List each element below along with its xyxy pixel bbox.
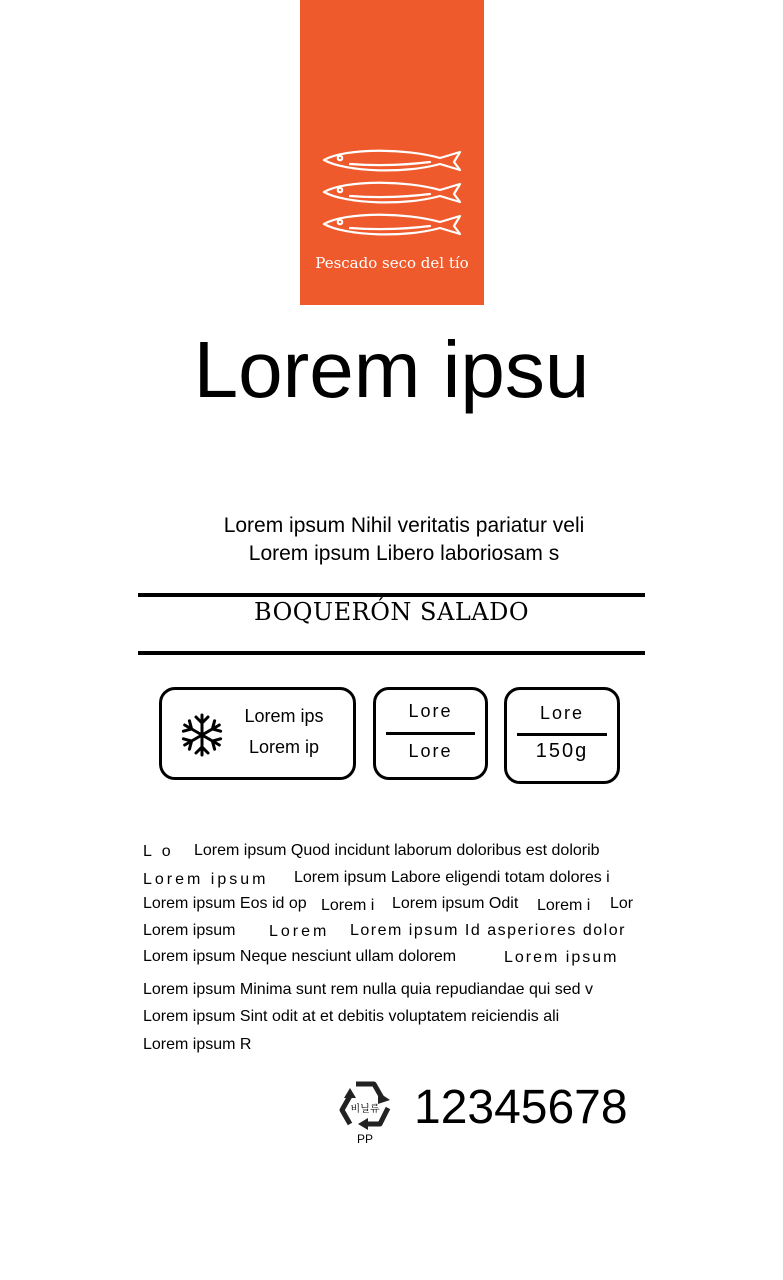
brand-name: Pescado seco del tío: [315, 254, 469, 272]
weight-badge-divider: [517, 733, 607, 736]
detail-paragraph: Lorem ipsum R: [143, 1036, 252, 1053]
detail-text: Lorem ipsum Id asperiores dolor: [350, 922, 626, 939]
recycle-material: PP: [356, 1132, 373, 1146]
weight-badge-top: Lore: [539, 703, 585, 723]
detail-label: Lorem ipsum: [143, 871, 269, 888]
info-badge-divider: [386, 732, 475, 735]
product-subtitle-line1: Lorem ipsum Nihil veritatis pariatur veli: [223, 514, 585, 537]
product-variety: BOQUERÓN SALADO: [253, 598, 529, 626]
info-badge: [373, 687, 488, 780]
recycle-mark: [336, 1078, 394, 1148]
detail-text: Lorem ipsum Eos id op: [143, 895, 307, 912]
detail-label: Lorem: [269, 923, 330, 940]
weight-badge: [504, 687, 620, 784]
storage-line2: Lorem ip: [248, 737, 320, 757]
brand-panel: [300, 0, 484, 305]
detail-paragraph: Lorem ipsum Minima sunt rem nulla quia repudiandae qui sed v: [143, 981, 594, 998]
detail-label: Lorem ipsum: [504, 949, 619, 966]
storage-line1: Lorem ips: [244, 706, 324, 726]
detail-paragraph: Lorem ipsum Sint odit at et debitis voluptatem reiciendis ali: [143, 1008, 560, 1025]
detail-label: Lorem i: [537, 897, 591, 914]
detail-text: Lorem ipsum Quod incidunt laborum doloribus est dolorib: [194, 842, 600, 859]
storage-badge: [159, 687, 356, 780]
product-subtitle-line2: Lorem ipsum Libero laboriosam s: [248, 542, 560, 565]
info-badge-top: Lore: [408, 701, 453, 721]
top-divider: [138, 593, 645, 597]
info-badge-bottom: Lore: [408, 741, 453, 761]
three-fish-icon: [320, 146, 465, 246]
detail-text: Lorem ipsum Odit: [392, 895, 519, 912]
detail-label: L o: [143, 843, 174, 860]
detail-label: Lorem i: [321, 897, 375, 914]
weight-value: 150g: [535, 740, 589, 762]
detail-text: Lor: [610, 895, 634, 912]
detail-text: Lorem ipsum Labore eligendi totam dolores i: [294, 869, 610, 886]
recycle-category: 비닐류: [350, 1104, 380, 1115]
snowflake-icon: [179, 712, 225, 758]
barcode-number: 12345678: [414, 1081, 628, 1134]
detail-text: Lorem ipsum Neque nesciunt ullam dolorem: [143, 948, 457, 965]
product-title: Lorem ipsu: [193, 325, 590, 414]
bottom-divider: [138, 651, 645, 655]
detail-text: Lorem ipsum: [143, 922, 236, 939]
